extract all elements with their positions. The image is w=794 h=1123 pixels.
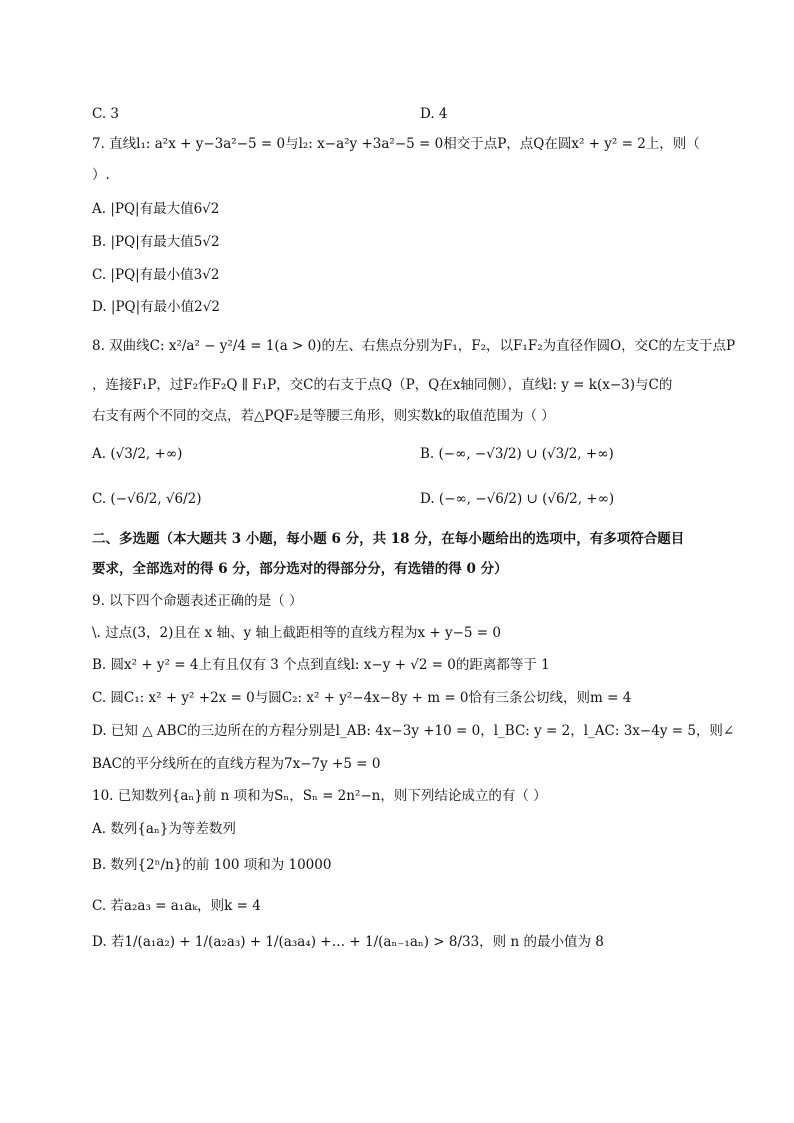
q8-option-b: B. (−∞, −√3/2) ∪ (√3/2, +∞) (420, 446, 614, 462)
q9-option-a: \. 过点(3，2)且在 x 轴、y 轴上截距相等的直线方程为x + y−5 = 0 (92, 625, 501, 641)
q8-option-c: C. (−√6/2, √6/2) (92, 491, 202, 507)
q8-option-a: A. (√3/2, +∞) (92, 446, 183, 462)
q8-stem-line2: ，连接F₁P，过F₂作F₂Q ∥ F₁P，交C的右支于点Q（P，Q在x轴同侧），直线l: y = k(x−3)与C的 (92, 377, 673, 393)
q6-option-c: C. 3 (92, 106, 120, 122)
q8-option-d: D. (−∞, −√6/2) ∪ (√6/2, +∞) (420, 491, 615, 507)
q10-option-c: C. 若a₂a₃ = a₁aₖ，则k = 4 (92, 898, 261, 914)
q9-option-d-line2: BAC的平分线所在的直线方程为7x−7y +5 = 0 (92, 756, 381, 772)
section2-heading-line1: 二、多选题（本大题共 3 小题，每小题 6 分，共 18 分，在每小题给出的选项中，有多项符合题目 (92, 531, 685, 547)
q7-option-d: D. |PQ|有最小值2√2 (92, 299, 220, 315)
q7-option-a: A. |PQ|有最大值6√2 (92, 201, 220, 217)
q8-stem-line1: 8. 双曲线C: x²/a² − y²/4 = 1(a > 0)的左、右焦点分别为F₁，F₂，以F₁F₂为直径作圆O，交C的左支于点P (92, 338, 736, 354)
q10-stem: 10. 已知数列{aₙ}前 n 项和为Sₙ，Sₙ = 2n²−n，则下列结论成立的有（ ） (92, 788, 547, 804)
q10-option-b: B. 数列{2ⁿ/n}的前 100 项和为 10000 (92, 857, 332, 873)
q8-stem-line3: 右支有两个不同的交点，若△PQF₂是等腰三角形，则实数k的取值范围为（ ） (92, 408, 555, 424)
q9-option-c: C. 圆C₁: x² + y² +2x = 0与圆C₂: x² + y²−4x−8y + m = 0恰有三条公切线，则m = 4 (92, 690, 632, 706)
q10-option-a: A. 数列{aₙ}为等差数列 (92, 821, 236, 837)
q7-stem-line2: ）. (92, 167, 110, 183)
q7-option-c: C. |PQ|有最小值3√2 (92, 267, 220, 283)
q10-option-d: D. 若1/(a₁a₂) + 1/(a₂a₃) + 1/(a₃a₄) +… + 1/(aₙ₋₁aₙ) > 8/33，则 n 的最小值为 8 (92, 934, 604, 950)
q9-option-d-line1: D. 已知 △ ABC的三边所在的方程分别是l_AB: 4x−3y +10 = 0，l_BC: y = 2，l_AC: 3x−4y = 5，则∠ (92, 723, 735, 739)
q7-stem-line1: 7. 直线l₁: a²x + y−3a²−5 = 0与l₂: x−a²y +3a²−5 = 0相交于点P，点Q在圆x² + y² = 2上，则（ (92, 136, 700, 152)
q6-option-d: D. 4 (420, 106, 448, 122)
q7-option-b: B. |PQ|有最大值5√2 (92, 234, 220, 250)
q9-stem: 9. 以下四个命题表述正确的是（ ） (92, 593, 303, 609)
q9-option-b: B. 圆x² + y² = 4上有且仅有 3 个点到直线l: x−y + √2 = 0的距离都等于 1 (92, 657, 550, 673)
section2-heading-line2: 要求，全部选对的得 6 分，部分选对的得部分分，有选错的得 0 分） (92, 561, 508, 577)
